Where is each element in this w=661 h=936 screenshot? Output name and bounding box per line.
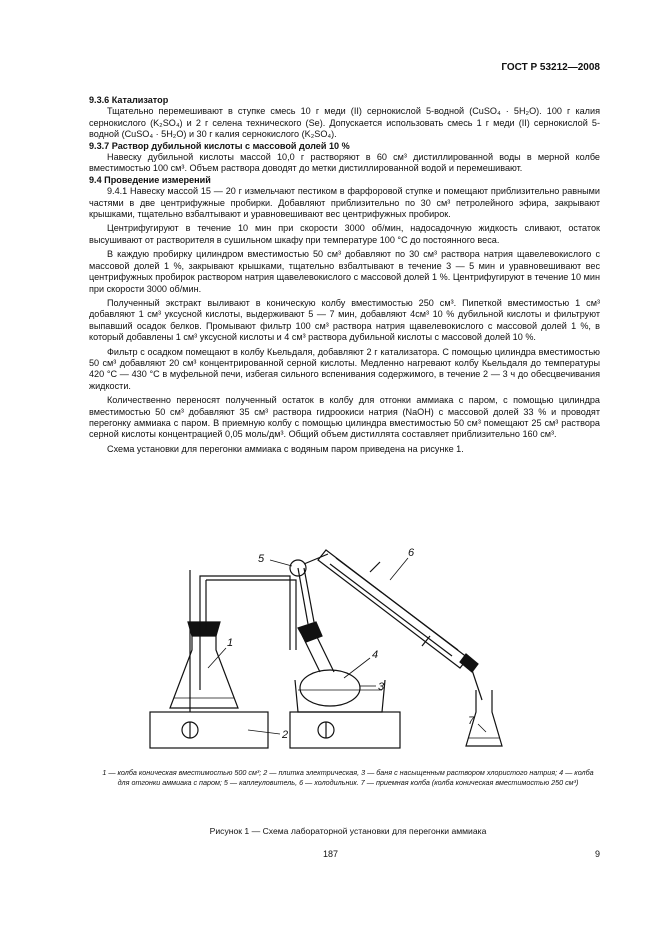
paragraph-catalyst: Тщательно перемешивают в ступке смесь 10 г меди (II) сернокислой 5-водной (CuSO₄ · 5H₂O). 100 г калия сернокислого (K₂SO₄) и 2 г селена технического (Se). Допускается использовать смесь 1 г меди (II) сернокислой 5-водной (CuSO₄ · 5H₂O) и 30 г калия сернокислого (K₂SO₄). xyxy=(89,106,600,140)
callout-5: 5 xyxy=(258,553,265,565)
paragraph: Центрифугируют в течение 10 мин при скорости 3000 об/мин, надосадочную жидкость сливают, остаток высушивают от растворителя в сушильном шкафу при температуре 100 °С до постоянного веса. xyxy=(89,223,600,245)
figure-caption: Рисунок 1 — Схема лабораторной установки для перегонки аммиака xyxy=(209,826,487,836)
paragraph: В каждую пробирку цилиндром вместимостью 50 см³ добавляют по 30 см³ раствора натрия щавелевокислого с массовой долей 1 %, закрывают крышками, тщательно взбалтывают в течение 3 — 5 мин и уравновешивают вес центрифужных пробирок раствором натрия щавелевокислого с массовой долей 1 %. Центрифугируют в течение 10 мин при скорости 3000 об/мин. xyxy=(89,249,600,294)
callout-4: 4 xyxy=(372,649,379,661)
paragraph: 9.4.1 Навеску массой 15 — 20 г измельчают пестиком в фарфоровой ступке и помещают приблизительно равными частями в две центрифужные пробирки. Добавляют приблизительно по 30 см³ петролейного эфира, закрывают крышками, тщательно взбалтывают и уравновешивают вес центрифужных пробирок. xyxy=(89,186,600,220)
paragraph: Полученный экстракт выливают в коническую колбу вместимостью 250 см³. Пипеткой вместимостью 1 см³ добавляют 1 см³ уксусной кислоты, выдерживают 5 — 7 мин, добавляют 4см³ 10 % дубильной кислоты и фильтруют выпавший осадок белков. Промывают фильтр 100 см³ раствора натрия щавелевокислого с массовой долей 1 %, в который добавлены 1 см³ уксусной кислоты и 4 см³ раствора дубильной кислоты с массовой долей 10 %. xyxy=(89,297,600,343)
document-id: ГОСТ Р 53212—2008 xyxy=(501,62,600,73)
callout-2: 2 xyxy=(282,729,289,741)
callout-3: 3 xyxy=(378,681,385,693)
sheet-number: 9 xyxy=(594,849,600,859)
callout-6: 6 xyxy=(408,547,415,559)
figure-legend: 1 — колба коническая вместимостью 500 см³; 2 — плитка электрическая, 3 — баня с насыщенным раствором хлористого натрия; 4 — колба для отгонки аммиака с паром; 5 — каплеуловитель, 6 — холодильник. 7 — приемная колба (колба коническая вместимостью 250 см³) xyxy=(102,768,594,787)
paragraph: Количественно переносят полученный остаток в колбу для отгонки аммиака с паром, с помощью цилиндра вместимостью 50 см³ добавляют 35 см³ раствора гидроокиси натрия (NaOH) с массовой долей 33 % и проводят перегонку аммиака с паром. В приемную колбу с помощью цилиндра вместимостью 50 см³ помещают 25 см³ раствора серной кислоты концентрацией 0,05 моль/дм³. Общий объем дистиллята составляет приблизительно 160 см³. xyxy=(89,395,600,440)
section-title-tannic-acid: 9.3.7 Раствор дубильной кислоты с массовой долей 10 % xyxy=(89,140,350,151)
steam-tube xyxy=(200,576,290,650)
hot-plate-right xyxy=(290,712,400,748)
paragraph-tannic-acid: Навеску дубильной кислоты массой 10,0 г растворяют в 60 см³ дистиллированной воды в мерной колбе вместимостью 100 см³. Объем раствора доводят до метки дистиллированной водой и перемешивают. xyxy=(89,152,600,174)
distillation-flask xyxy=(298,622,360,706)
section-title-catalyst: 9.3.6 Катализатор xyxy=(89,95,169,105)
distillation-apparatus-figure xyxy=(130,540,550,760)
paragraph: Фильтр с осадком помещают в колбу Кьельдаля, добавляют 2 г катализатора. С помощью цилиндра вместимостью 50 см³ добавляют 20 см³ концентрированной серной кислоты. Медленно нагревают колбу Кьельдаля до температуры 420 °С — 430 °С в муфельной печи, избегая сильного вспенивания содержимого, в течение 2 — 3 ч до обесцвечивания жидкости. xyxy=(89,346,600,391)
callout-7: 7 xyxy=(468,715,475,727)
page-number: 187 xyxy=(322,849,339,859)
body-text xyxy=(89,95,600,455)
condenser xyxy=(318,550,478,672)
salt-bath xyxy=(295,680,385,712)
paragraph: Схема установки для перегонки аммиака с водяным паром приведена на рисунке 1. xyxy=(107,443,464,454)
callout-1: 1 xyxy=(227,637,234,649)
section-title-measurements: 9.4 Проведение измерений xyxy=(89,174,211,185)
